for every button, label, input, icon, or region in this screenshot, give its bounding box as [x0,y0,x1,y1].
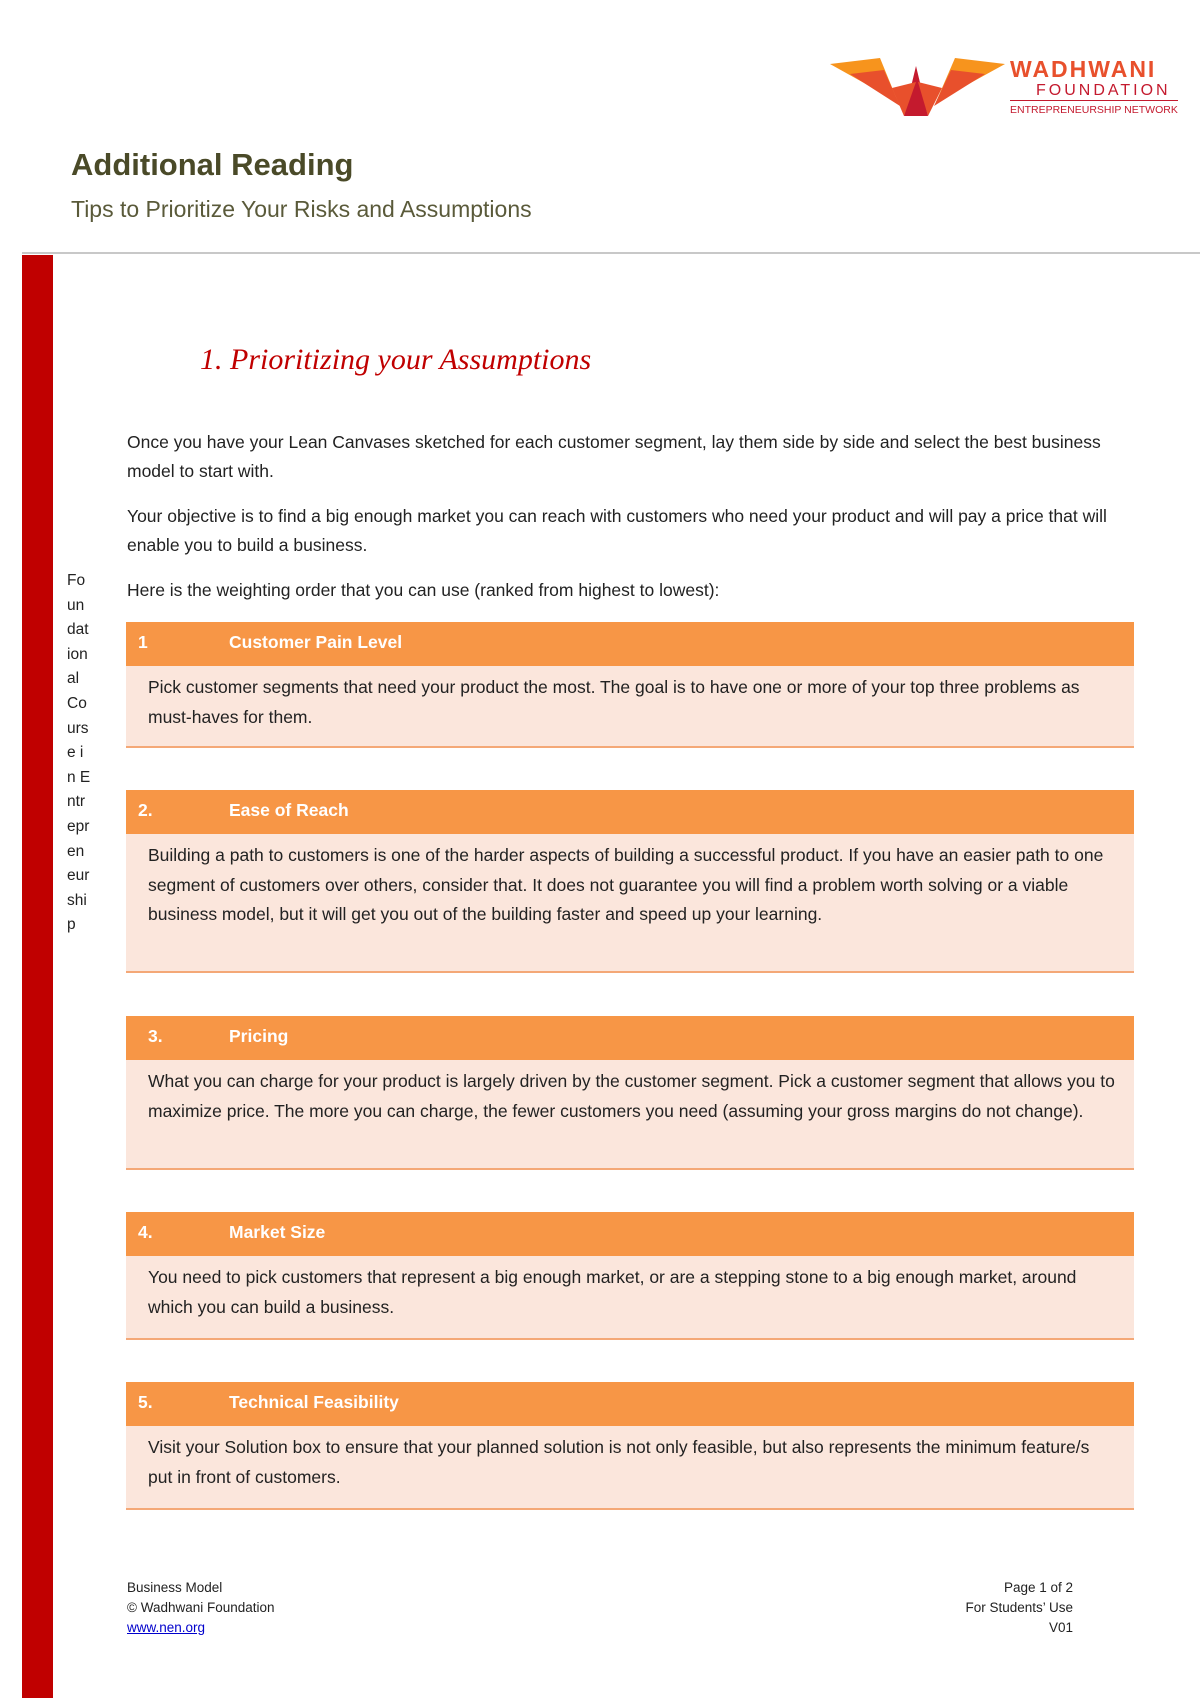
logo-network: ENTREPRENEURSHIP NETWORK [1010,100,1178,118]
criterion-number: 5. [138,1392,153,1412]
logo-wordmark: WADHWANI [1010,56,1157,82]
footer-page-number: Page 1 of 2 [1003,1580,1073,1595]
sidebar-course-title: Foundational Course in Entrepreneurship [67,572,91,934]
criterion-description: Building a path to customers is one of the harder aspects of building a successful product. If you have an easier path to one segment of customers over others, consider that. It does not guarantee you will find a problem worth solving or a viable business model, but it will get you out of the building faster and speed up your learning. [148,845,1104,924]
criterion-header [126,790,1134,834]
criterion-title: Pricing [229,1026,289,1046]
criterion-description: Visit your Solution box to ensure that your planned solution is not only feasible, but also represents the minimum feature/s put in front of customers. [148,1437,1090,1487]
footer-version: V01 [1048,1620,1073,1635]
criterion-number: 1 [138,632,148,652]
sidebar-accent-bar [22,255,53,1698]
criterion-card-pricing [126,1016,1134,1170]
criterion-card-market-size [126,1212,1134,1340]
page-subtitle: Tips to Prioritize Your Risks and Assumptions [71,196,532,222]
criterion-card-technical-feasibility [126,1382,1134,1510]
criterion-title: Technical Feasibility [229,1392,399,1412]
criterion-title: Ease of Reach [229,800,349,820]
criterion-number: 3. [148,1026,163,1046]
logo-foundation: FOUNDATION [1036,82,1171,99]
criterion-number: 4. [138,1222,153,1242]
page-title: Additional Reading [71,147,354,182]
criterion-title: Market Size [229,1222,326,1242]
criterion-header [126,1016,1134,1060]
intro-paragraph-2: Your objective is to find a big enough market you can reach with customers who need your product and will pay a price that will enable you to build a business. [127,506,1107,555]
criterion-description: Pick customer segments that need your product the most. The goal is to have one or more of your top three problems as must-haves for them. [148,677,1080,727]
criterion-header [126,1382,1134,1426]
footer-module: Business Model [127,1580,223,1595]
criterion-description: You need to pick customers that represent a big enough market, or are a stepping stone to a big enough market, around which you can build a business. [148,1267,1077,1317]
intro-paragraph-3: Here is the weighting order that you can use (ranked from highest to lowest): [127,580,720,600]
footer-copyright: © Wadhwani Foundation [127,1600,275,1615]
wadhwani-logo [830,52,1190,124]
footer-right [965,1578,1073,1638]
wadhwani-wing-icon [830,58,1005,116]
criterion-title: Customer Pain Level [229,632,403,652]
criterion-description: What you can charge for your product is largely driven by the customer segment. Pick a customer segment that allows you to maximize price. The more you can charge, the fewer customers you need (assuming your gross margins do not change). [148,1071,1115,1121]
criterion-card-pain-level [126,622,1134,748]
criterion-card-ease-of-reach [126,790,1134,973]
criterion-number: 2. [138,800,153,820]
header-divider [22,252,1200,254]
criterion-header [126,1212,1134,1256]
section-heading: 1. Prioritizing your Assumptions [200,343,592,376]
intro-paragraph-1: Once you have your Lean Canvases sketched for each customer segment, lay them side by side and select the best business model to start with. [127,432,1101,481]
footer-left [127,1578,275,1638]
criterion-header [126,622,1134,666]
footer-website-link[interactable]: www.nen.org [127,1620,206,1635]
footer-audience: For Students’ Use [965,1600,1073,1615]
